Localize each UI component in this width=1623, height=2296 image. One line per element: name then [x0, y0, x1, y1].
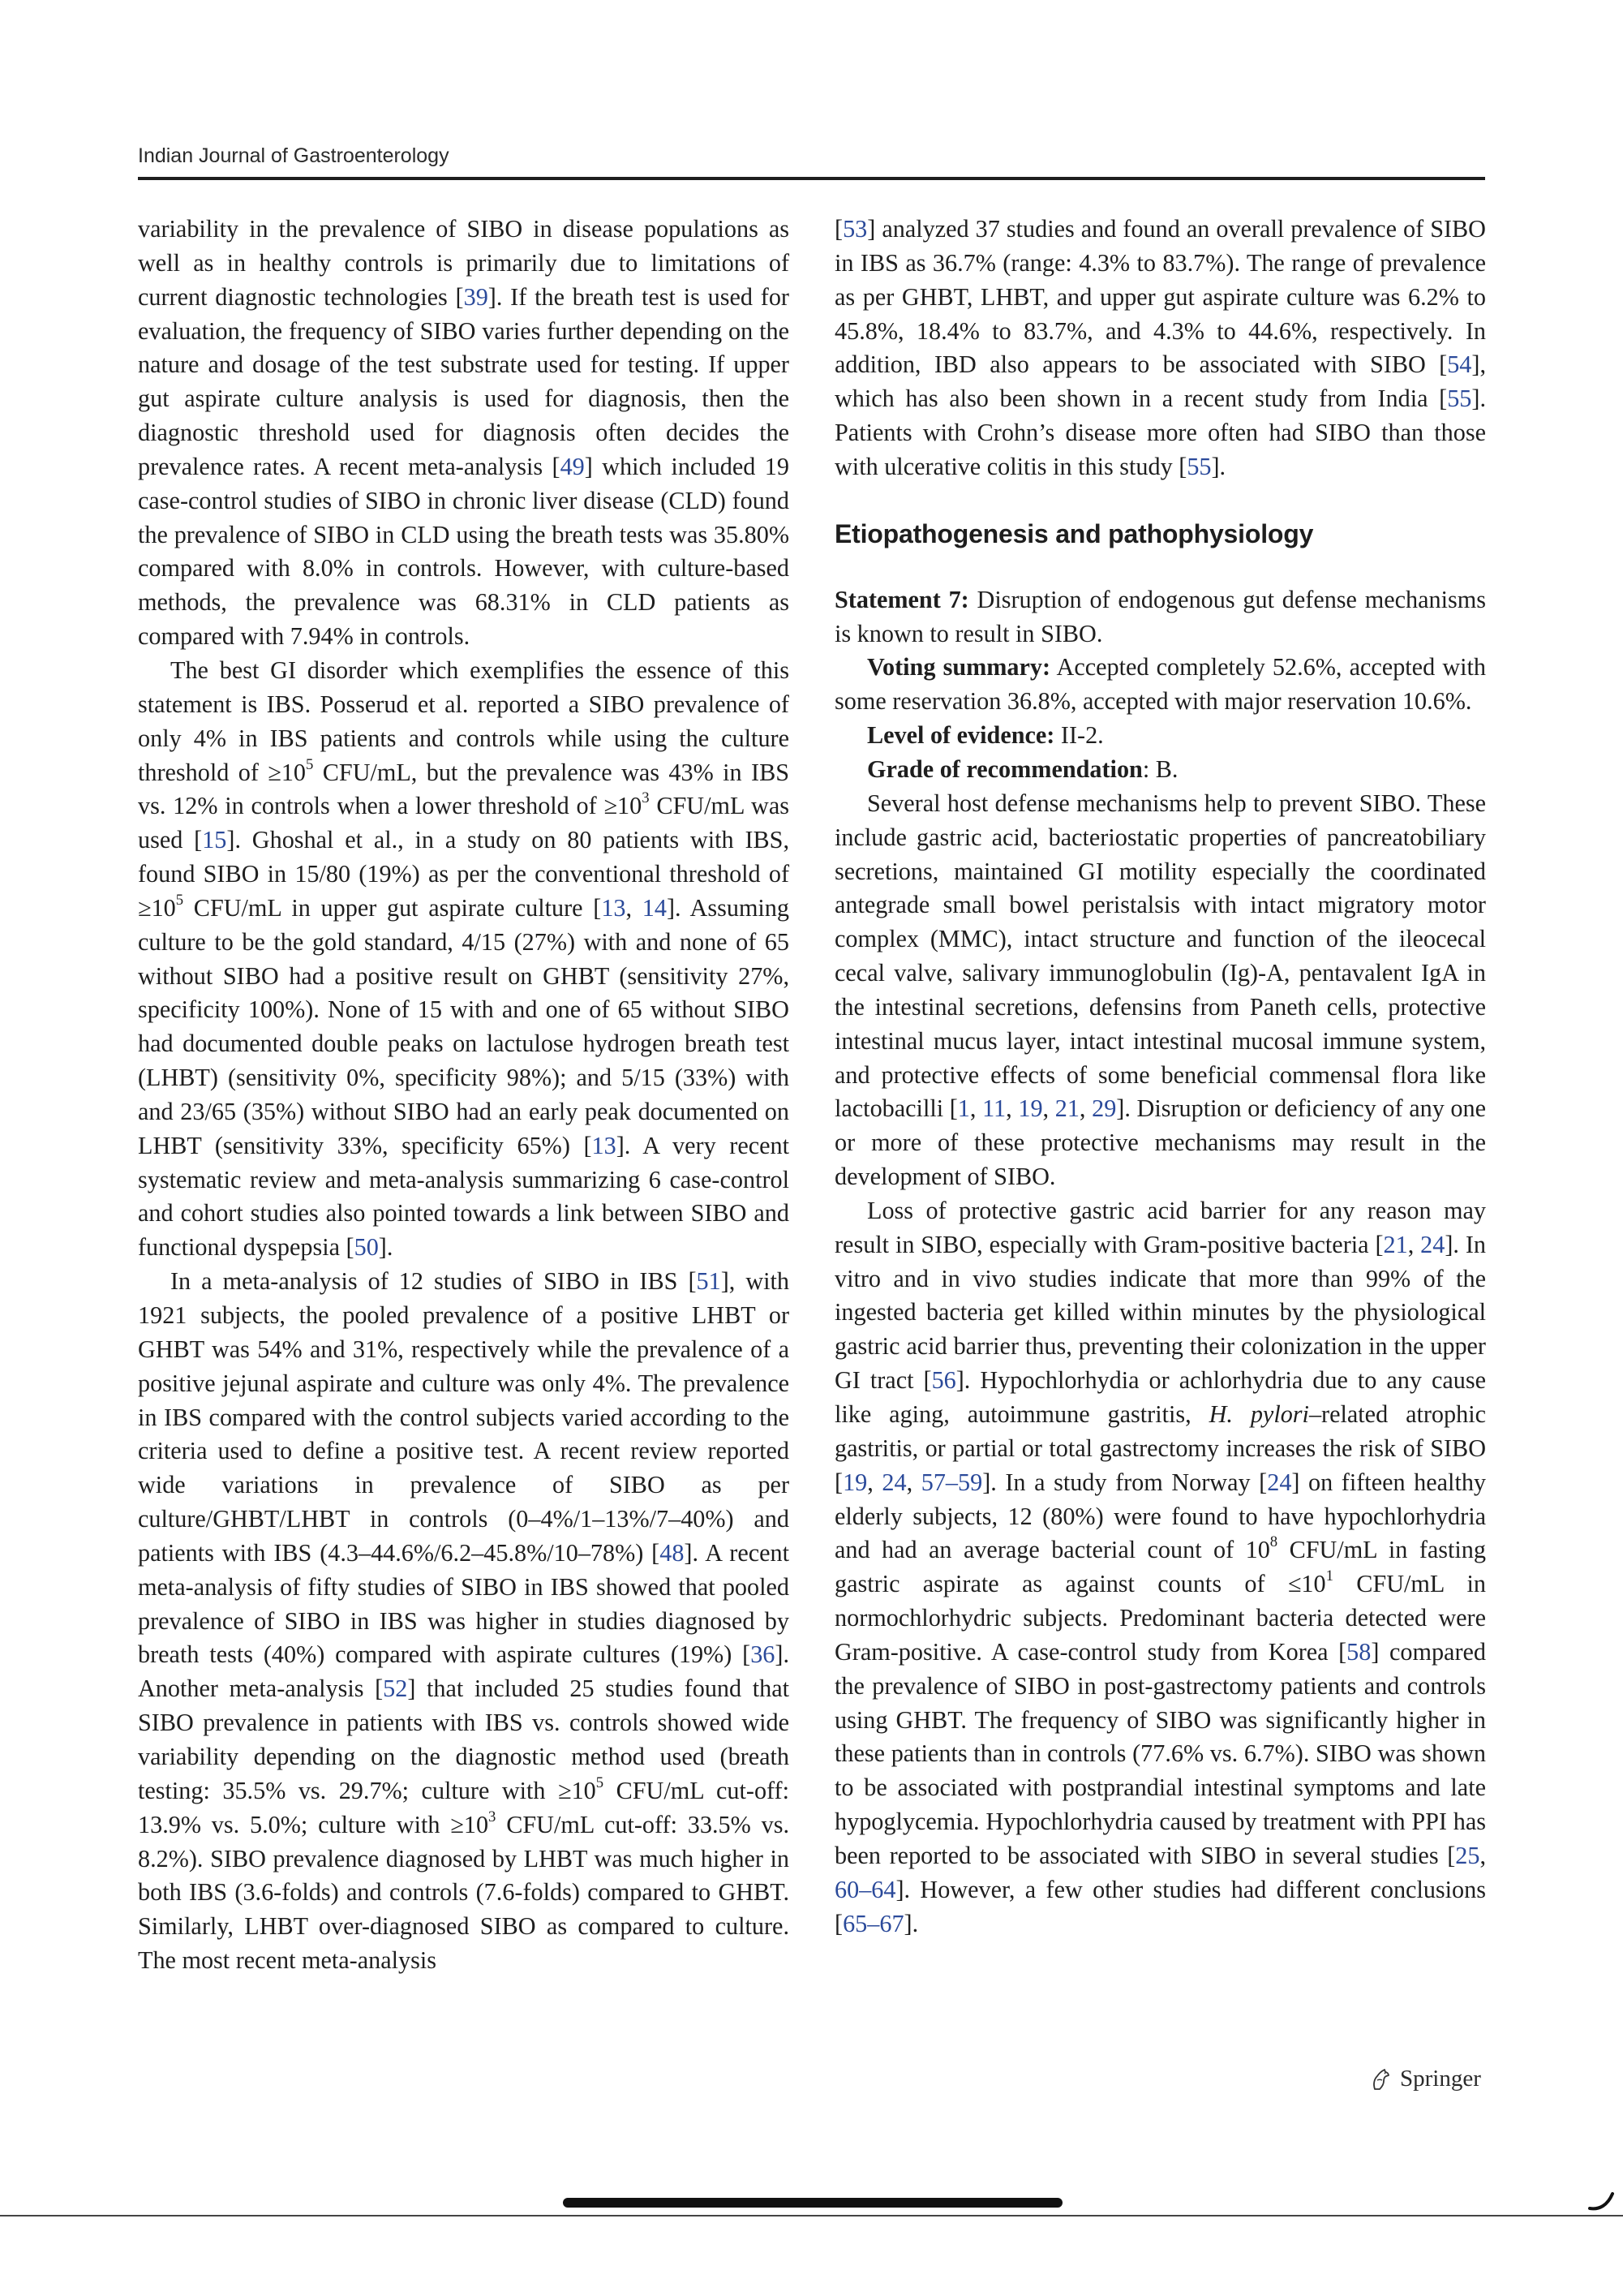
reference-link[interactable]: 55: [1447, 385, 1472, 413]
reference-link[interactable]: 58: [1346, 1637, 1372, 1666]
reference-link[interactable]: 19: [1018, 1094, 1043, 1123]
paragraph-ibs-example: The best GI disorder which exemplifies the essence of this statement is IBS. Posserud et al. reported a SIBO prevalence of only 4% in IBS patients and controls while using the culture threshold of $\ge 10^5$ CFU/mL, but the prevalence was 43% in IBS vs. 12% in controls when a lower threshold of $\ge 10^3$ CFU/mL was used [15]. Ghoshal et al., in a study on 80 patients with IBS, found SIBO in 15/80 (19%) as per the conventional threshold of $\ge 10^5$ CFU/mL in upper gut aspirate culture [13, 14]. Assuming culture to be the gold standard, 4/15 (27%) with and none of 65 without SIBO had a positive result on GHBT (sensitivity 27%, specificity 100%). None of 15 with and one of 65 without SIBO had documented double peaks on lactulose hydrogen breath test (LHBT) (sensitivity 0%, specificity 98%); and 5/15 (33%) with and 23/65 (35%) without SIBO had an early peak documented on LHBT (sensitivity 33%, specificity 65%) [13]. A very recent systematic review and meta-analysis summarizing 6 case-control and cohort studies also pointed towards a link between SIBO and functional dyspepsia [50].: [138, 656, 789, 1262]
paragraph-host-defense: Several host defense mechanisms help to prevent SIBO. These include gastric acid, bacteriostatic properties of pancreatobiliary secretions, maintained GI motility especially the coordinated antegrade small bowel peristalsis with intact migratory motor complex (MMC), intact structure and function of the ileocecal cecal valve, salivary immunoglobulin (Ig)-A, pentavalent IgA in the intestinal secretions, defensins from Paneth cells, protective intestinal mucus layer, intact intestinal mucosal immune system, and protective effects of some beneficial commensal flora like lactobacilli [1, 11, 19, 21, 29]. Disruption or deficiency of any one or more of these protective mechanisms may result in the development of SIBO.: [835, 789, 1487, 1191]
reference-link[interactable]: 50: [354, 1233, 379, 1262]
paragraph-gastric-acid: Loss of protective gastric acid barrier for any reason may result in SIBO, especially with Gram-positive bacteria [21, 24]. In vitro and in vivo studies indicate that more than 99% of the ingested bacteria get killed within minutes by the physiological gastric acid barrier thus, preventing their colonization in the upper GI tract [56]. Hypochlorhydia or achlorhydria due to any cause like aging, autoimmune gastritis, H. pylori–related atrophic gastritis, or partial or total gastrectomy increases the risk of SIBO [19, 24, 57–59]. In a study from Norway [24] on fifteen healthy elderly subjects, 12 (80%) were found to have hypochlorhydria and had an average bacterial count of $10^8$ CFU/mL in fasting gastric aspirate as against counts of $\le 10^1$ CFU/mL in normochlorhydric subjects. Predominant bacteria detected were Gram-positive. A case-control study from Korea [58] compared the prevalence of SIBO in post-gastrectomy patients and controls using GHBT. The frequency of SIBO was significantly higher in these patients than in controls (77.6% vs. 6.7%). SIBO was shown to be associated with postprandial intestinal symptoms and late hypoglycemia. Hypochlorhydria caused by treatment with PPI has been reported to be associated with SIBO in several studies [25, 60–64]. However, a few other studies had different conclusions [65–67].: [835, 1196, 1487, 1937]
reference-link[interactable]: 21: [1383, 1230, 1408, 1258]
home-indicator-bar[interactable]: [563, 2198, 1063, 2208]
reference-link[interactable]: 13: [591, 1131, 616, 1159]
reference-link[interactable]: 14: [642, 893, 667, 922]
section-heading: Etiopathogenesis and pathophysiology: [835, 518, 1314, 548]
reference-link[interactable]: 56: [931, 1366, 956, 1395]
reference-link[interactable]: 24: [1420, 1230, 1445, 1258]
reference-link[interactable]: 36: [750, 1640, 775, 1669]
evidence-label: Level of evidence:: [867, 721, 1055, 750]
reference-link[interactable]: 49: [560, 452, 585, 480]
reference-link[interactable]: 15: [202, 826, 227, 854]
reference-link[interactable]: 19: [843, 1468, 868, 1496]
reference-link[interactable]: 65–67: [843, 1909, 904, 1937]
grade-of-recommendation: Grade of recommendation: B.: [867, 755, 1179, 783]
paragraph-prevalence-variability: variability in the prevalence of SIBO in disease populations as well as in healthy controls is primarily due to limitations of current diagnostic technologies [39]. If the breath test is used for evaluation, the frequency of SIBO varies further depending on the nature and dosage of the test substrate used for testing. If upper gut aspirate culture analysis is used for diagnosis, then the diagnostic threshold used for diagnosis often decides the prevalence rates. A recent meta-analysis [49] which included 19 case-control studies of SIBO in chronic liver disease (CLD) found the prevalence of SIBO in CLD using the breath tests was 35.80% compared with 8.0% in controls. However, with culture-based methods, the prevalence was 68.31% in CLD patients as compared with 7.94% in controls.: [138, 215, 789, 651]
voting-summary: Voting summary: Accepted completely 52.6%, accepted with some reservation 36.8%, accepted with major reservation 10.6%.: [835, 653, 1486, 716]
reference-link[interactable]: 13: [601, 893, 626, 922]
publisher-name: Springer: [1400, 2066, 1481, 2092]
reference-link[interactable]: 55: [1187, 452, 1212, 480]
grade-label: Grade of recommendation: [867, 755, 1143, 783]
curved-arrow-icon[interactable]: [1587, 2182, 1619, 2215]
running-head: Indian Journal of Gastroenterology: [138, 144, 449, 167]
reference-link[interactable]: 39: [463, 282, 488, 311]
paragraph-overall-prevalence: [53] analyzed 37 studies and found an overall prevalence of SIBO in IBS as 36.7% (range: 4.3% to 83.7%). The range of prevalence as per GHBT, LHBT, and upper gut aspirate culture was 6.2% to 45.8%, 18.4% to 83.7%, and 4.3% to 44.6%, respectively. In addition, IBD also appears to be associated with SIBO [54], which has also been shown in a recent study from India [55]. Patients with Crohn’s disease more often had SIBO than those with ulcerative colitis in this study [55].: [835, 215, 1486, 480]
reference-link[interactable]: 57–59: [921, 1468, 983, 1496]
reference-link[interactable]: 25: [1455, 1841, 1480, 1869]
voting-label: Voting summary:: [867, 653, 1051, 681]
reference-link[interactable]: 21: [1054, 1094, 1080, 1123]
level-of-evidence: Level of evidence: II-2.: [867, 721, 1104, 750]
reference-link[interactable]: 60–64: [835, 1875, 896, 1903]
bottom-divider: [0, 2215, 1623, 2216]
statement-7: Statement 7: Disruption of endogenous gut defense mechanisms is known to result in SIBO.: [835, 585, 1486, 647]
reference-link[interactable]: 53: [843, 215, 868, 243]
header-rule: [138, 177, 1485, 180]
paragraph-meta-analyses: In a meta-analysis of 12 studies of SIBO in IBS [51], with 1921 subjects, the pooled prevalence of a positive LHBT or GHBT was 54% and 31%, respectively while the prevalence of a positive jejunal aspirate and culture was only 4%. The prevalence in IBS compared with the control subjects varied according to the criteria used to define a positive test. A recent review reported wide variations in prevalence of SIBO as per culture/GHBT/LHBT in controls (0–4%/1–13%/7–40%) and patients with IBS (4.3–44.6%/6.2–45.8%/10–78%) [48]. A recent meta-analysis of fifty studies of SIBO in IBS showed that pooled prevalence of SIBO in IBS was higher in studies diagnosed by breath tests (40%) compared with aspirate cultures (19%) [36]. Another meta-analysis [52] that included 25 studies found that SIBO prevalence in patients with IBS vs. controls showed wide variability depending on the diagnostic method used (breath testing: 35.5% vs. 29.7%; culture with $\ge 10^5$ CFU/mL cut-off: 13.9% vs. 5.0%; culture with $\ge 10^3$ CFU/mL cut-off: 33.5% vs. 8.2%). SIBO prevalence diagnosed by LHBT was much higher in both IBS (3.6-folds) and controls (7.6-folds) compared to GHBT. Similarly, LHBT over-diagnosed SIBO as compared to culture. The most recent meta-analysis: [138, 1267, 790, 1975]
springer-horse-icon: [1368, 2066, 1393, 2092]
right-column: [835, 213, 1486, 1941]
reference-link[interactable]: 52: [383, 1675, 408, 1703]
reference-link[interactable]: 48: [659, 1538, 685, 1567]
reference-link[interactable]: 24: [882, 1468, 907, 1496]
reference-link[interactable]: 29: [1092, 1094, 1117, 1123]
reference-link[interactable]: 1: [957, 1094, 970, 1123]
left-column: [138, 213, 789, 1978]
reference-link[interactable]: 54: [1447, 350, 1472, 379]
statement-label: Statement 7:: [835, 585, 969, 613]
publisher-logo: [1368, 2066, 1481, 2092]
reference-link[interactable]: 11: [982, 1094, 1007, 1123]
reference-link[interactable]: 51: [696, 1267, 721, 1296]
reference-link[interactable]: 24: [1267, 1468, 1292, 1496]
